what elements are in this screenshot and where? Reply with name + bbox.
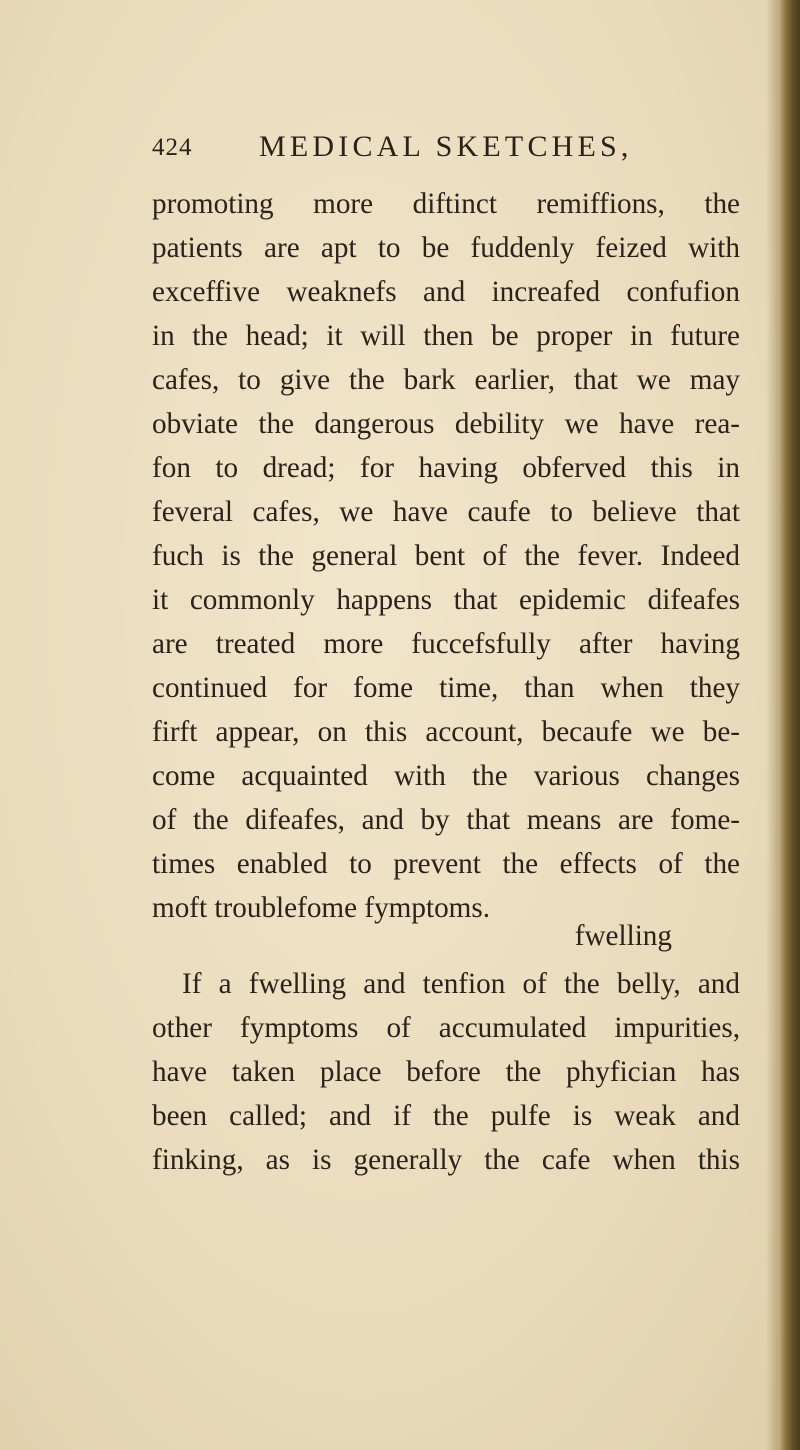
text-line: obviate the dangerous debility we have rea- xyxy=(152,408,740,440)
text-line: of the difeafes, and by that means are fome- xyxy=(152,804,740,836)
page-number: 424 xyxy=(152,134,193,161)
paragraph-2 xyxy=(152,962,740,1182)
text-line: cafes, to give the bark earlier, that we may xyxy=(152,364,740,396)
text-line: in the head; it will then be proper in future xyxy=(152,320,740,352)
text-line: If a fwelling and tenfion of the belly, and xyxy=(182,968,740,1000)
text-line: are treated more fuccefsfully after having xyxy=(152,628,740,660)
binding-gutter xyxy=(778,0,800,1450)
text-line: feveral cafes, we have caufe to believe that xyxy=(152,496,740,528)
text-line: continued for fome time, than when they xyxy=(152,672,740,704)
body-text xyxy=(152,182,740,1182)
paragraph-1 xyxy=(152,182,740,930)
text-line: it commonly happens that epidemic difeafes xyxy=(152,584,740,616)
running-head: MEDICAL SKETCHES, xyxy=(259,130,633,163)
text-line: been called; and if the pulfe is weak and xyxy=(152,1100,740,1132)
catchword: fwelling xyxy=(574,920,672,952)
page-header xyxy=(152,130,672,174)
text-line: finking, as is generally the cafe when this xyxy=(152,1144,740,1176)
text-line: other fymptoms of accumulated impurities, xyxy=(152,1012,740,1044)
text-line: moft troublefome fymptoms. xyxy=(152,892,491,924)
text-line: times enabled to prevent the effects of the xyxy=(152,848,740,880)
gutter-shadow xyxy=(766,0,778,1450)
text-line: exceffive weaknefs and increafed confufion xyxy=(152,276,740,308)
text-line: patients are apt to be fuddenly feized with xyxy=(152,232,740,264)
text-line: firft appear, on this account, becaufe we be- xyxy=(152,716,740,748)
text-line: promoting more diftinct remiffions, the xyxy=(152,188,740,220)
text-line: fuch is the general bent of the fever. Indeed xyxy=(152,540,740,572)
text-line: have taken place before the phyfician has xyxy=(152,1056,740,1088)
text-line: come acquainted with the various changes xyxy=(152,760,740,792)
text-line: fon to dread; for having obferved this in xyxy=(152,452,740,484)
